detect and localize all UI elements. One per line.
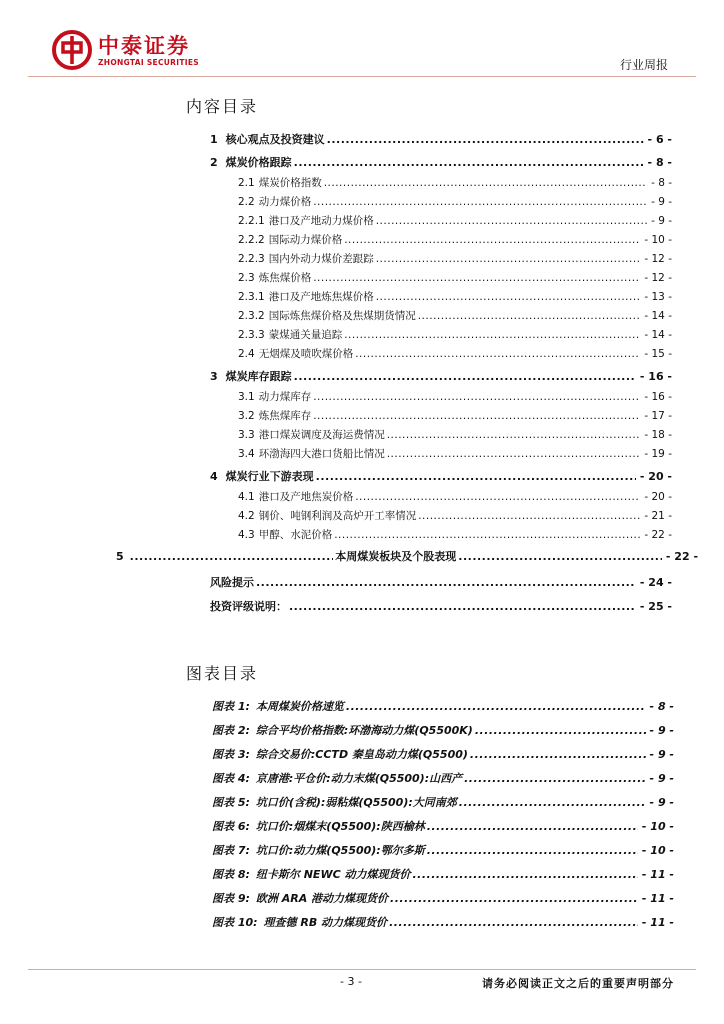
toc-entry-page: - 8 - bbox=[647, 156, 672, 169]
toc-entry-page: - 22 - bbox=[665, 550, 699, 563]
toc-leader-dots bbox=[355, 347, 640, 361]
figure-entry-page: - 9 - bbox=[649, 724, 674, 737]
toc-entry[interactable] bbox=[210, 133, 672, 147]
toc-entry-number: 4 bbox=[210, 470, 218, 483]
toc-entry[interactable] bbox=[238, 195, 672, 209]
figure-entry-text: 坑口价(含税):弱粘煤(Q5500):大同南郊 bbox=[255, 796, 457, 809]
toc-entry[interactable] bbox=[116, 550, 698, 564]
toc-entry-text: 煤炭库存跟踪 bbox=[225, 370, 292, 383]
toc-entry[interactable] bbox=[238, 409, 672, 423]
toc-leader-dots bbox=[313, 390, 640, 404]
toc-entry-number: 2.2 bbox=[238, 196, 255, 208]
toc-leader-dots bbox=[324, 176, 647, 190]
toc-entry-text: 港口及产地炼焦煤价格 bbox=[268, 291, 374, 303]
toc-entry-number: 2.3.1 bbox=[238, 291, 265, 303]
toc-entry-number: 2.2.2 bbox=[238, 234, 265, 246]
toc-entry-number: 5 bbox=[116, 550, 124, 563]
toc-entry-page: - 16 - bbox=[644, 391, 672, 403]
footer-disclaimer: 请务必阅读正文之后的重要声明部分 bbox=[482, 977, 674, 990]
toc-entry-text: 港口及产地动力煤价格 bbox=[268, 215, 374, 227]
toc-entry-text: 环渤海四大港口货船比情况 bbox=[258, 448, 385, 460]
toc-entry-page: - 12 - bbox=[644, 253, 672, 265]
toc-leader-dots bbox=[130, 550, 334, 564]
figure-entry-text: 综合交易价:CCTD 秦皇岛动力煤(Q5500) bbox=[255, 748, 468, 761]
figure-leader-dots bbox=[470, 748, 646, 762]
toc-leader-dots bbox=[418, 509, 640, 523]
figure-list-title: 图表目录 bbox=[186, 664, 259, 683]
toc-leader-dots bbox=[256, 576, 636, 590]
figure-entry[interactable] bbox=[212, 892, 674, 906]
toc-entry-page: - 16 - bbox=[639, 370, 672, 383]
figure-entry[interactable] bbox=[212, 820, 674, 834]
figure-entry-page: - 9 - bbox=[649, 796, 674, 809]
figure-leader-dots bbox=[464, 772, 645, 786]
figure-entry-text: 理查德 RB 动力煤现货价 bbox=[263, 916, 388, 929]
toc-leader-dots bbox=[376, 252, 641, 266]
figure-entry-page: - 11 - bbox=[641, 892, 674, 905]
toc-leader-dots bbox=[355, 490, 640, 504]
toc-entry-text: 核心观点及投资建议 bbox=[225, 133, 325, 146]
toc-entry-page: - 9 - bbox=[651, 196, 672, 208]
toc-entry-number: 1 bbox=[210, 133, 218, 146]
toc-entry-number: 3.3 bbox=[238, 429, 255, 441]
toc-entry-number: 4.2 bbox=[238, 510, 255, 522]
figure-entry-text: 纽卡斯尔 NEWC 动力煤现货价 bbox=[255, 868, 411, 881]
figure-leader-dots bbox=[427, 844, 638, 858]
toc-entry[interactable] bbox=[238, 252, 672, 266]
toc-entry-text: 甲醇、水泥价格 bbox=[258, 529, 333, 541]
figure-entry-label: 图表 6: bbox=[212, 820, 250, 833]
figure-entry[interactable] bbox=[212, 724, 674, 738]
toc-leader-dots bbox=[327, 133, 644, 147]
figure-entry-label: 图表 4: bbox=[212, 772, 250, 785]
toc-entry-text: 无烟煤及喷吹煤价格 bbox=[258, 348, 354, 360]
toc-entry-text: 煤炭价格跟踪 bbox=[225, 156, 292, 169]
toc-leader-dots bbox=[294, 156, 644, 170]
toc-entry[interactable] bbox=[238, 214, 672, 228]
figure-leader-dots bbox=[427, 820, 638, 834]
figure-entry-label: 图表 9: bbox=[212, 892, 250, 905]
toc-entry-page: - 8 - bbox=[651, 177, 672, 189]
toc-entry[interactable] bbox=[210, 576, 672, 590]
figure-leader-dots bbox=[459, 796, 646, 810]
figure-entry[interactable] bbox=[212, 700, 674, 714]
toc-entry-page: - 20 - bbox=[644, 491, 672, 503]
company-logo bbox=[52, 30, 199, 70]
toc-entry[interactable] bbox=[238, 447, 672, 461]
figure-leader-dots bbox=[346, 700, 646, 714]
toc-leader-dots bbox=[376, 214, 647, 228]
header-divider bbox=[28, 76, 696, 77]
toc-leader-dots bbox=[294, 370, 636, 384]
figure-entry[interactable] bbox=[212, 796, 674, 810]
toc-entry-number: 2.4 bbox=[238, 348, 255, 360]
toc-entry[interactable] bbox=[238, 271, 672, 285]
toc-entry-text: 国际动力煤价格 bbox=[268, 234, 343, 246]
figure-entry-text: 综合平均价格指数:环渤海动力煤(Q5500K) bbox=[255, 724, 473, 737]
toc-entry-page: - 10 - bbox=[644, 234, 672, 246]
toc-entry-number: 2 bbox=[210, 156, 218, 169]
toc-leader-dots bbox=[387, 428, 641, 442]
figure-entry[interactable] bbox=[212, 772, 674, 786]
page-number: - 3 - bbox=[340, 975, 362, 988]
toc-entry-text: 国际炼焦煤价格及焦煤期货情况 bbox=[268, 310, 416, 322]
figure-entry[interactable] bbox=[212, 916, 674, 930]
toc-entry-number: 4.3 bbox=[238, 529, 255, 541]
toc-entry[interactable] bbox=[238, 233, 672, 247]
toc-entry[interactable] bbox=[210, 600, 672, 614]
toc-leader-dots bbox=[289, 600, 636, 614]
toc-entry[interactable] bbox=[238, 309, 672, 323]
toc-entry-page: - 15 - bbox=[644, 348, 672, 360]
toc-leader-dots bbox=[313, 195, 647, 209]
toc-entry[interactable] bbox=[238, 428, 672, 442]
figure-entry-label: 图表 10: bbox=[212, 916, 258, 929]
toc-leader-dots bbox=[458, 550, 662, 564]
toc-entry-text: 投资评级说明： bbox=[210, 600, 287, 613]
toc-entry[interactable] bbox=[238, 528, 672, 542]
toc-entry-text: 煤炭价格指数 bbox=[258, 177, 322, 189]
toc-entry-number: 3 bbox=[210, 370, 218, 383]
toc-entry[interactable] bbox=[210, 470, 672, 484]
figure-entry-text: 坑口价:烟煤末(Q5500):陕西榆林 bbox=[255, 820, 425, 833]
toc-entry-number: 2.3.3 bbox=[238, 329, 265, 341]
figure-leader-dots bbox=[389, 916, 638, 930]
toc-entry-text: 动力煤价格 bbox=[258, 196, 312, 208]
toc-entry-page: - 14 - bbox=[644, 310, 672, 322]
toc-entry-page: - 18 - bbox=[644, 429, 672, 441]
figure-entry[interactable] bbox=[212, 748, 674, 762]
toc-leader-dots bbox=[387, 447, 641, 461]
toc-entry-text: 港口及产地焦炭价格 bbox=[258, 491, 354, 503]
toc-entry-number: 2.2.3 bbox=[238, 253, 265, 265]
toc-entry[interactable] bbox=[238, 328, 672, 342]
toc-entry-page: - 19 - bbox=[644, 448, 672, 460]
figure-entry-label: 图表 2: bbox=[212, 724, 250, 737]
figure-entry-text: 欧洲 ARA 港动力煤现货价 bbox=[255, 892, 389, 905]
toc-entry-page: - 21 - bbox=[644, 510, 672, 522]
figure-entry-label: 图表 1: bbox=[212, 700, 250, 713]
figure-leader-dots bbox=[390, 892, 638, 906]
toc-entry-number: 2.1 bbox=[238, 177, 255, 189]
figure-entry-page: - 11 - bbox=[641, 868, 674, 881]
figure-entry-label: 图表 5: bbox=[212, 796, 250, 809]
toc-entry-text: 动力煤库存 bbox=[258, 391, 312, 403]
figure-entry-label: 图表 8: bbox=[212, 868, 250, 881]
toc-leader-dots bbox=[344, 233, 640, 247]
toc-leader-dots bbox=[344, 328, 640, 342]
toc-entry-number: 3.1 bbox=[238, 391, 255, 403]
toc-entry[interactable] bbox=[238, 347, 672, 361]
figure-entry-page: - 11 - bbox=[641, 916, 674, 929]
toc-title: 内容目录 bbox=[186, 97, 259, 116]
toc-leader-dots bbox=[313, 271, 640, 285]
footer-divider bbox=[28, 969, 696, 970]
toc-entry-text: 炼焦煤价格 bbox=[258, 272, 312, 284]
toc-entry-page: - 22 - bbox=[644, 529, 672, 541]
toc-entry[interactable] bbox=[238, 290, 672, 304]
toc-entry[interactable] bbox=[238, 490, 672, 504]
figure-entry[interactable] bbox=[212, 844, 674, 858]
toc-entry-number: 3.4 bbox=[238, 448, 255, 460]
toc-entry-text: 港口煤炭调度及海运费情况 bbox=[258, 429, 385, 441]
toc-entry-page: - 24 - bbox=[639, 576, 672, 589]
figure-entry-text: 京唐港:平仓价:动力末煤(Q5500):山西产 bbox=[255, 772, 463, 785]
report-type: 行业周报 bbox=[619, 58, 668, 72]
toc-entry-text: 煤炭行业下游表现 bbox=[225, 470, 314, 483]
toc-entry-text: 本周煤炭板块及个股表现 bbox=[335, 550, 457, 563]
brand-name-en: ZHONGTAI SECURITIES bbox=[98, 57, 199, 67]
toc-entry-page: - 25 - bbox=[639, 600, 672, 613]
toc-leader-dots bbox=[334, 528, 640, 542]
toc-entry-text: 国内外动力煤价差跟踪 bbox=[268, 253, 374, 265]
toc-entry-page: - 17 - bbox=[644, 410, 672, 422]
figure-entry-page: - 10 - bbox=[641, 844, 674, 857]
toc-entry-page: - 20 - bbox=[639, 470, 672, 483]
toc-entry-number: 3.2 bbox=[238, 410, 255, 422]
toc-entry[interactable] bbox=[210, 370, 672, 384]
figure-leader-dots bbox=[475, 724, 646, 738]
figure-entry-label: 图表 3: bbox=[212, 748, 250, 761]
toc-leader-dots bbox=[418, 309, 641, 323]
figure-entry[interactable] bbox=[212, 868, 674, 882]
toc-entry-page: - 14 - bbox=[644, 329, 672, 341]
toc-leader-dots bbox=[376, 290, 641, 304]
figure-entry-label: 图表 7: bbox=[212, 844, 250, 857]
toc-entry-page: - 12 - bbox=[644, 272, 672, 284]
toc-entry-text: 钢价、吨钢利润及高炉开工率情况 bbox=[258, 510, 417, 522]
figure-entry-page: - 9 - bbox=[649, 748, 674, 761]
toc-entry[interactable] bbox=[238, 390, 672, 404]
figure-entry-text: 坑口价:动力煤(Q5500):鄂尔多斯 bbox=[255, 844, 425, 857]
brand-name-cn: 中泰证券 bbox=[98, 33, 190, 58]
figure-entry-page: - 9 - bbox=[649, 772, 674, 785]
toc-entry-number: 4.1 bbox=[238, 491, 255, 503]
toc-entry-text: 风险提示 bbox=[210, 576, 254, 589]
toc-entry[interactable] bbox=[238, 176, 672, 190]
toc-entry-page: - 6 - bbox=[647, 133, 672, 146]
toc-entry-page: - 9 - bbox=[651, 215, 672, 227]
figure-entry-text: 本周煤炭价格速览 bbox=[255, 700, 344, 713]
toc-entry-text: 炼焦煤库存 bbox=[258, 410, 312, 422]
toc-entry-page: - 13 - bbox=[644, 291, 672, 303]
figure-entry-page: - 8 - bbox=[649, 700, 674, 713]
toc-entry-number: 2.3.2 bbox=[238, 310, 265, 322]
toc-entry-number: 2.3 bbox=[238, 272, 255, 284]
zhongtai-logo-icon bbox=[52, 30, 92, 70]
figure-leader-dots bbox=[412, 868, 637, 882]
toc-entry-text: 蒙煤通关量追踪 bbox=[268, 329, 343, 341]
toc-entry[interactable] bbox=[210, 156, 672, 170]
toc-leader-dots bbox=[313, 409, 640, 423]
toc-entry-number: 2.2.1 bbox=[238, 215, 265, 227]
figure-entry-page: - 10 - bbox=[641, 820, 674, 833]
toc-leader-dots bbox=[316, 470, 636, 484]
toc-entry[interactable] bbox=[238, 509, 672, 523]
